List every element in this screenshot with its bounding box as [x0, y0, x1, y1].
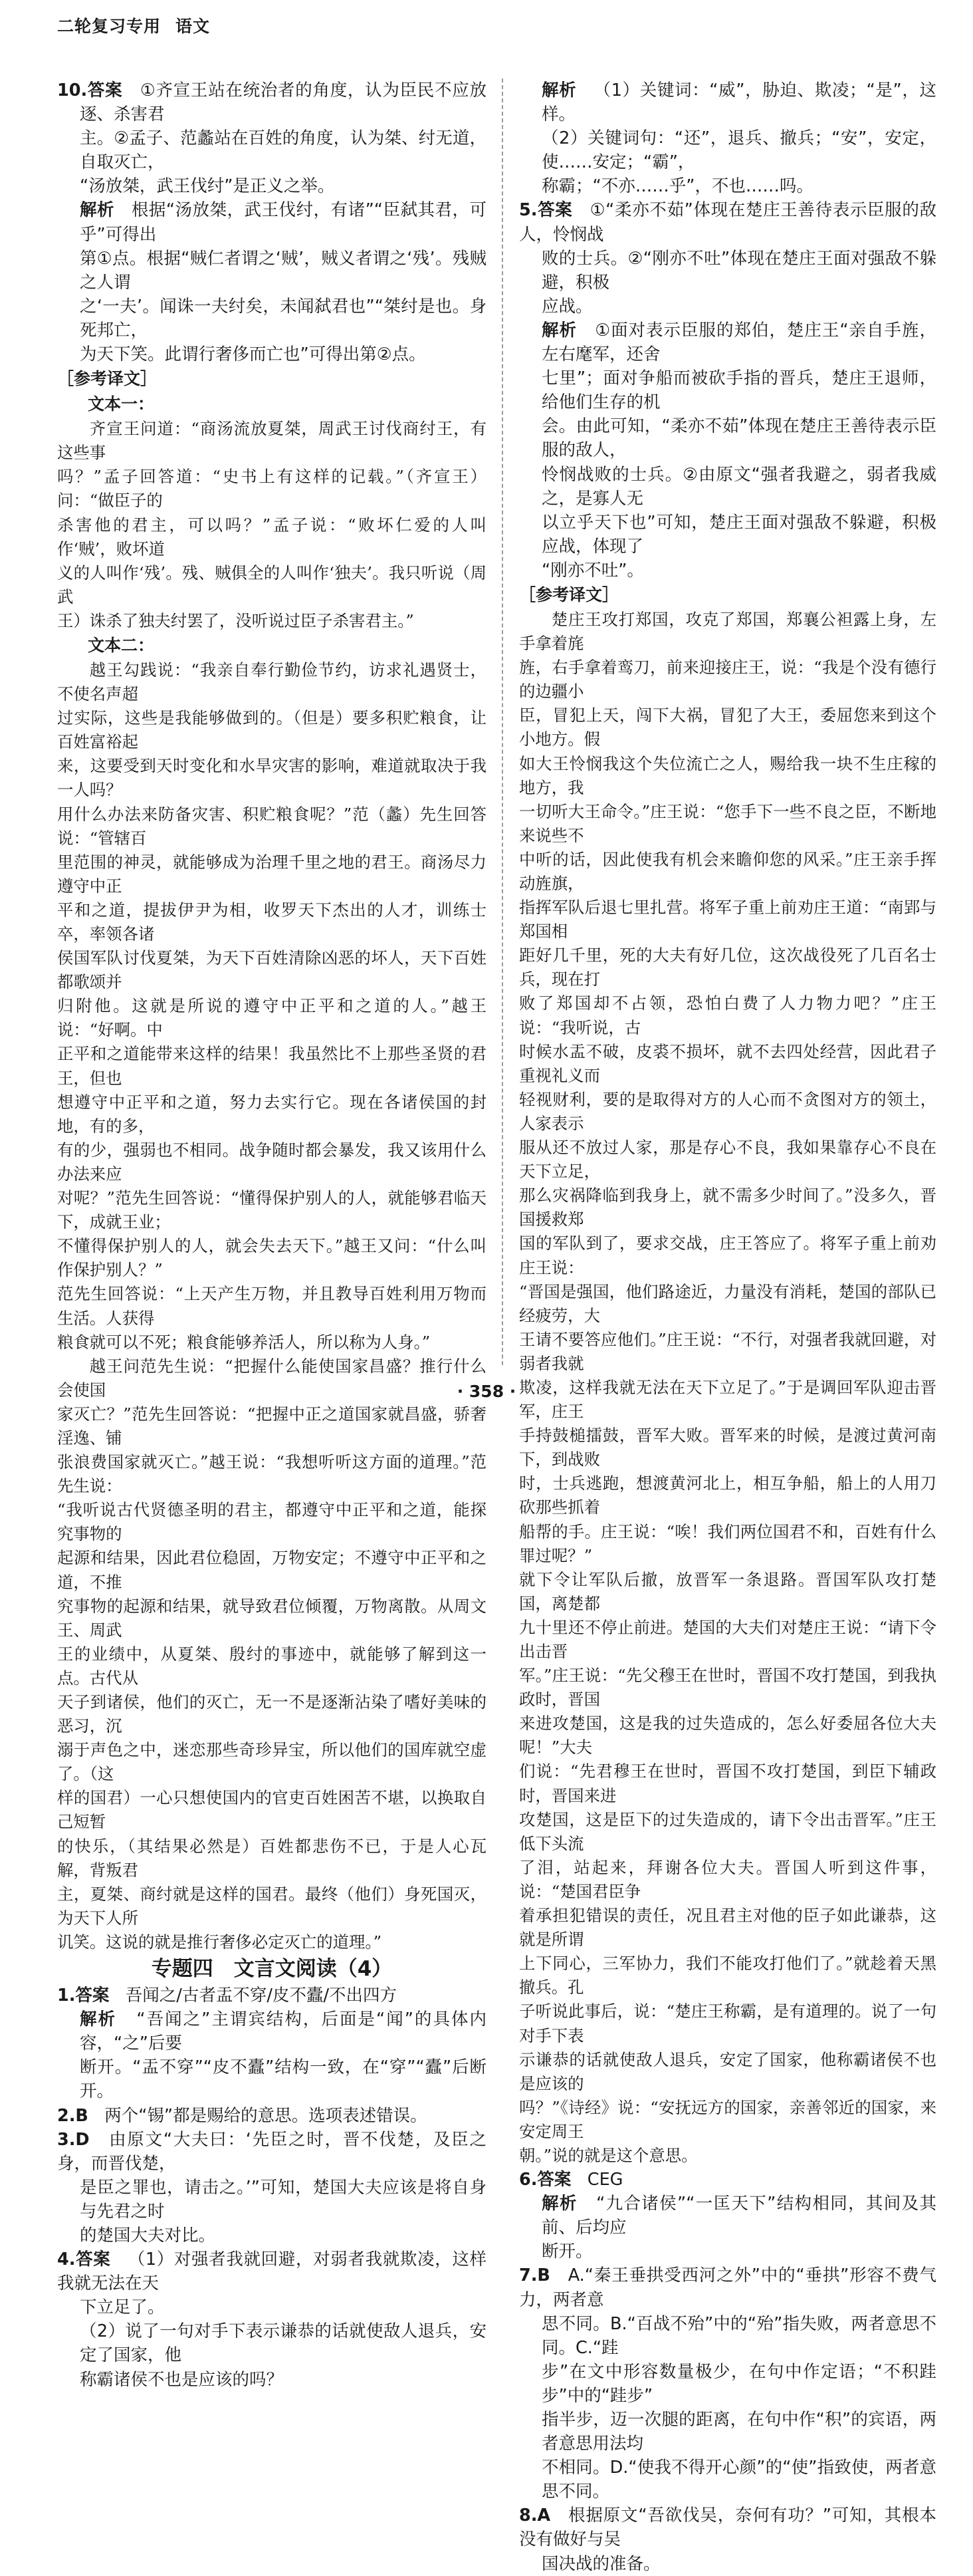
analysis-label: 解析 [542, 2194, 578, 2214]
ref-translation-heading: ［参考译文］ [57, 369, 158, 389]
analysis-label: 解析 [80, 2009, 117, 2030]
q1-label: 1.答案 [57, 1986, 110, 2006]
topic-title: 专题四 文言文阅读（4） [151, 1957, 393, 1982]
analysis-label: 解析 [80, 200, 115, 221]
q2-label: 2.B [57, 2105, 88, 2126]
q4-analysis: 解析 （1）关键词：“威”，胁迫、欺凌；“是”，这样。 （2）关键词句：“还”，退兵、撤兵；“安”，安定，使……安定；“霸”， 称霸；“不亦……乎”，不也……吗。 [542, 80, 936, 197]
q3: 3.D 由原文“大夫曰：‘先臣之时，晋不伐楚，及臣之身，而晋伐楚， 是臣之罪也，请击之。’”可知，楚国大夫应该是将自身与先君之时 的楚国大夫对比。 [57, 2129, 486, 2246]
right-column [519, 78, 936, 2576]
ref-translation-heading: ［参考译文］ [519, 584, 619, 604]
text1-translation: 齐宣王问道：“商汤流放夏桀，周武王讨伐商纣王，有这些事 吗？”孟子回答道：“史书上有这样的记载。”（齐宣王）问：“做臣子的 杀害他的君主，可以吗？”孟子说：“败坏仁爱的人叫作‘贼’，败坏道 义的人叫作‘残’。残、贼俱全的人叫作‘独夫’。我只听说（周武 王）诛杀了独夫纣罢了，没听说过臣子杀害君主。” [57, 419, 486, 630]
q6: 6.答案 CEG 解析 “九合诸侯”“一匡天下”结构相同，其间及其前、后均应 断开。 [519, 2170, 936, 2262]
q1: 1.答案 吾闻之/古者盂不穿/皮不蠹/不出四方 解析 “吾闻之”主谓宾结构，后面是“闻”的具体内容，“之”后要 断开。“盂不穿”“皮不蠹”结构一致，在“穿”“蠹”后断开。 [57, 1986, 486, 2102]
left-column [57, 78, 486, 2392]
q5-label: 5.答案 [519, 200, 573, 221]
analysis-label: 解析 [542, 320, 577, 340]
q10-answer: 10.答案 ①齐宣王站在统治者的角度，认为臣民不应放逐、杀害君 主。②孟子、范蠡站在百姓的角度，认为桀、纣无道，自取灭亡， “汤放桀，武王伐纣”是正义之举。 [57, 80, 486, 197]
q10-answer-label: 10.答案 [57, 80, 123, 100]
q5-analysis: 解析 ①面对表示臣服的郑伯，楚庄王“亲自手旌，左右麾军，还舍 七里”；面对争船而被砍手指的晋兵，楚庄王退师，给他们生存的机 会。由此可知，“柔亦不茹”体现在楚庄王善待表示臣服的敌人， 怜悯战败的士兵。②由原文“强者我避之，弱者我威之，是寡人无 以立乎天下也”可知，楚庄王面对强敌不躲避，积极应战，体现了 “刚亦不吐”。 [542, 320, 936, 580]
page-header [57, 13, 210, 37]
q3-label: 3.D [57, 2129, 90, 2150]
text2-translation: 越王勾践说：“我亲自奉行勤俭节约，访求礼遇贤士，不使名声超 过实际，这些是我能够做到的。（但是）要多积贮粮食，让百姓富裕起 来，这要受到天时变化和水旱灾害的影响，难道就取决于我一人吗？ 用什么办法来防备灾害、积贮粮食呢？”范（蠡）先生回答说：“管辖百 里范围的神灵，就能够成为治理千里之地的君王。商汤尽力遵守中正 平和之道，提拔伊尹为相，收罗天下杰出的人才，训练士卒，率领各诸 侯国军队讨伐夏桀，为天下百姓清除凶恶的坏人，天下百姓都歌颂并 归附他。这就是所说的遵守中正平和之道的人。”越王说：“好啊。中 正平和之道能带来这样的结果！我虽然比不上那些圣贤的君王，但也 想遵守中正平和之道，努力去实行它。现在各诸侯国的封地，有的多， 有的少，强弱也不相同。战争随时都会暴发，我又该用什么办法来应 对呢？”范先生回答说：“懂得保护别人的人，就能够君临天下，成就王业； 不懂得保护别人的人，就会失去天下。”越王又问：“什么叫作保护别人？” 范先生回答说：“上天产生万物，并且教导百姓利用万物而生活。人获得 粮食就可以不死；粮食能够养活人，所以称为人身。” 越王问范先生说：“把握什么能使国家昌盛？推行什么会使国 家灭亡？”范先生回答说：“把握中正之道国家就昌盛，骄奢淫逸、铺 张浪费国家就灭亡。”越王说：“我想听听这方面的道理。”范先生说： “我听说古代贤德圣明的君主，都遵守中正平和之道，能探究事物的 起源和结果，因此君位稳固，万物安定；不遵守中正平和之道，不推 究事物的起源和结果，就导致君位倾覆，万物离散。从周文王、周武 王的业绩中，从夏桀、殷纣的事迹中，就能够了解到这一点。古代从 天子到诸侯，他们的灭亡，无一不是逐渐沾染了嗜好美味的恶习，沉 溺于声色之中，迷恋那些奇珍异宝，所以他们的国库就空虚了。（这 样的国君）一心只想使国内的官吏百姓困苦不堪，以换取自己短暂 的快乐，（其结果必然是）百姓都悲伤不已，于是人心瓦解，背叛君 主，夏桀、商纣就是这样的国君。最终（他们）身死国灭，为天下人所 讥笑。这说的就是推行奢侈必定灭亡的道理。” [57, 660, 486, 1952]
q7-label: 7.B [519, 2265, 550, 2286]
q4-label: 4.答案 [57, 2250, 111, 2270]
q4: 4.答案 （1）对强者我就回避，对弱者我就欺凌，这样我就无法在天 下立足了。 （2）说了一句对手下表示谦恭的话就使敌人退兵，安定了国家，他 称霸诸侯不也是应该的吗？ [57, 2250, 486, 2390]
column-divider [502, 78, 503, 1365]
analysis-label: 解析 [542, 80, 577, 100]
q2: 2.B 两个“锡”都是赐给的意思。选项表述错误。 [57, 2105, 427, 2126]
q5: 5.答案 ①“柔亦不茹”体现在楚庄王善待表示臣服的敌人，怜悯战 败的士兵。②“刚亦不吐”体现在楚庄王面对强敌不躲避，积极 应战。 [519, 200, 936, 317]
text1-title: 文本一： [88, 394, 155, 414]
page-number: · 358 · [457, 1382, 516, 1401]
text2-title: 文本二： [88, 635, 155, 655]
subject-label: 语文 [175, 17, 211, 36]
q8: 8.A 根据原文“吾欲伐吴，奈何有功？”可知，其根本没有做好与吴 国决战的准备。 [519, 2506, 936, 2574]
q6-label: 6.答案 [519, 2170, 572, 2190]
q10-analysis: 解析 根据“汤放桀，武王伐纣，有诸”“臣弑其君，可乎”可得出 第①点。根据“贼仁者谓之‘贼’，贼义者谓之‘残’。残贼之人谓 之‘一夫’。闻诛一夫纣矣，未闻弑君也”“桀纣是也。身死邦亡， 为天下笑。此谓行奢侈而亡也”可得出第②点。 [80, 200, 486, 365]
book-title: 二轮复习专用 [57, 17, 162, 36]
q5-translation: 楚庄王攻打郑国，攻克了郑国，郑襄公袒露上身，左手拿着旄 旌，右手拿着鸾刀，前来迎接庄王，说：“我是个没有德行的边疆小 臣，冒犯上天，闯下大祸，冒犯了大王，委屈您来到这个小地方。假 如大王怜悯我这个失位流亡之人，赐给我一块不生庄稼的地方，我 一切听大王命令。”庄王说：“您手下一些不良之臣，不断地来说些不 中听的话，因此使我有机会来瞻仰您的风采。”庄王亲手挥动旌旗， 指挥军队后退七里扎营。将军子重上前劝庄王道：“南郢与郑国相 距好几千里，死的大夫有好几位，这次战役死了几百名士兵，现在打 败了郑国却不占领，恐怕白费了人力物力吧？”庄王说：“我听说，古 时候水盂不破，皮裘不损坏，就不去四处经营，因此君子重视礼义而 轻视财利，要的是取得对方的人心而不贪图对方的领土，人家表示 服从还不放过人家，那是存心不良，我如果靠存心不良在天下立足， 那么灾祸降临到我身上，就不需多少时间了。”没多久，晋国援救郑 国的军队到了，要求交战，庄王答应了。将军子重上前劝庄王说： “晋国是强国，他们路途近，力量没有消耗，楚国的部队已经疲劳，大 王请不要答应他们。”庄王说：“不行，对强者我就回避，对弱者我就 欺凌，这样我就无法在天下立足了。”于是调回军队迎击晋军，庄王 手持鼓槌擂鼓，晋军大败。晋军来的时候，是渡过黄河南下，到战败 时，士兵逃跑，想渡黄河北上，相互争船，船上的人用刀砍那些抓着 船帮的手。庄王说：“唉！我们两位国君不和，百姓有什么罪过呢？” 就下令让军队后撤，放晋军一条退路。晋国军队攻打楚国，离楚都 九十里还不停止前进。楚国的大夫们对楚庄王说：“请下令出击晋 军。”庄王说：“先父穆王在世时，晋国不攻打楚国，到我执政时，晋国 来进攻楚国，这是我的过失造成的，怎么好委屈各位大夫呢！”大夫 们说：“先君穆王在世时，晋国不攻打楚国，到臣下辅政时，晋国来进 攻楚国，这是臣下的过失造成的，请下令出击晋军。”庄王低下头流 了泪，站起来，拜谢各位大夫。晋国人听到这件事，说：“楚国君臣争 着承担犯错误的责任，况且君主对他的臣子如此谦恭，这就是所谓 上下同心，三军协力，我们不能攻打他们了。”就趁着天黑撤兵。孔 子听说此事后，说：“楚庄王称霸，是有道理的。说了一句对手下表 示谦恭的话就使敌人退兵，安定了国家，他称霸诸侯不也是应该的 吗？”《诗经》说：“安抚远方的国家，亲善邻近的国家，来安定周王 朝。”说的就是这个意思。 [519, 609, 936, 2165]
q7: 7.B A.“秦王垂拱受西河之外”中的“垂拱”形容不费气力，两者意 思不同。B.“百战不殆”中的“殆”指失败，两者意思不同。C.“跬 步”在文中形容数量极少，在句中作定语；“不积跬步”中的“跬步” 指半步，迈一次腿的距离，在句中作“积”的宾语，两者意思用法均 不相同。D.“使我不得开心颜”的“使”指致使，两者意思不同。 [519, 2265, 936, 2502]
q8-label: 8.A [519, 2506, 551, 2526]
